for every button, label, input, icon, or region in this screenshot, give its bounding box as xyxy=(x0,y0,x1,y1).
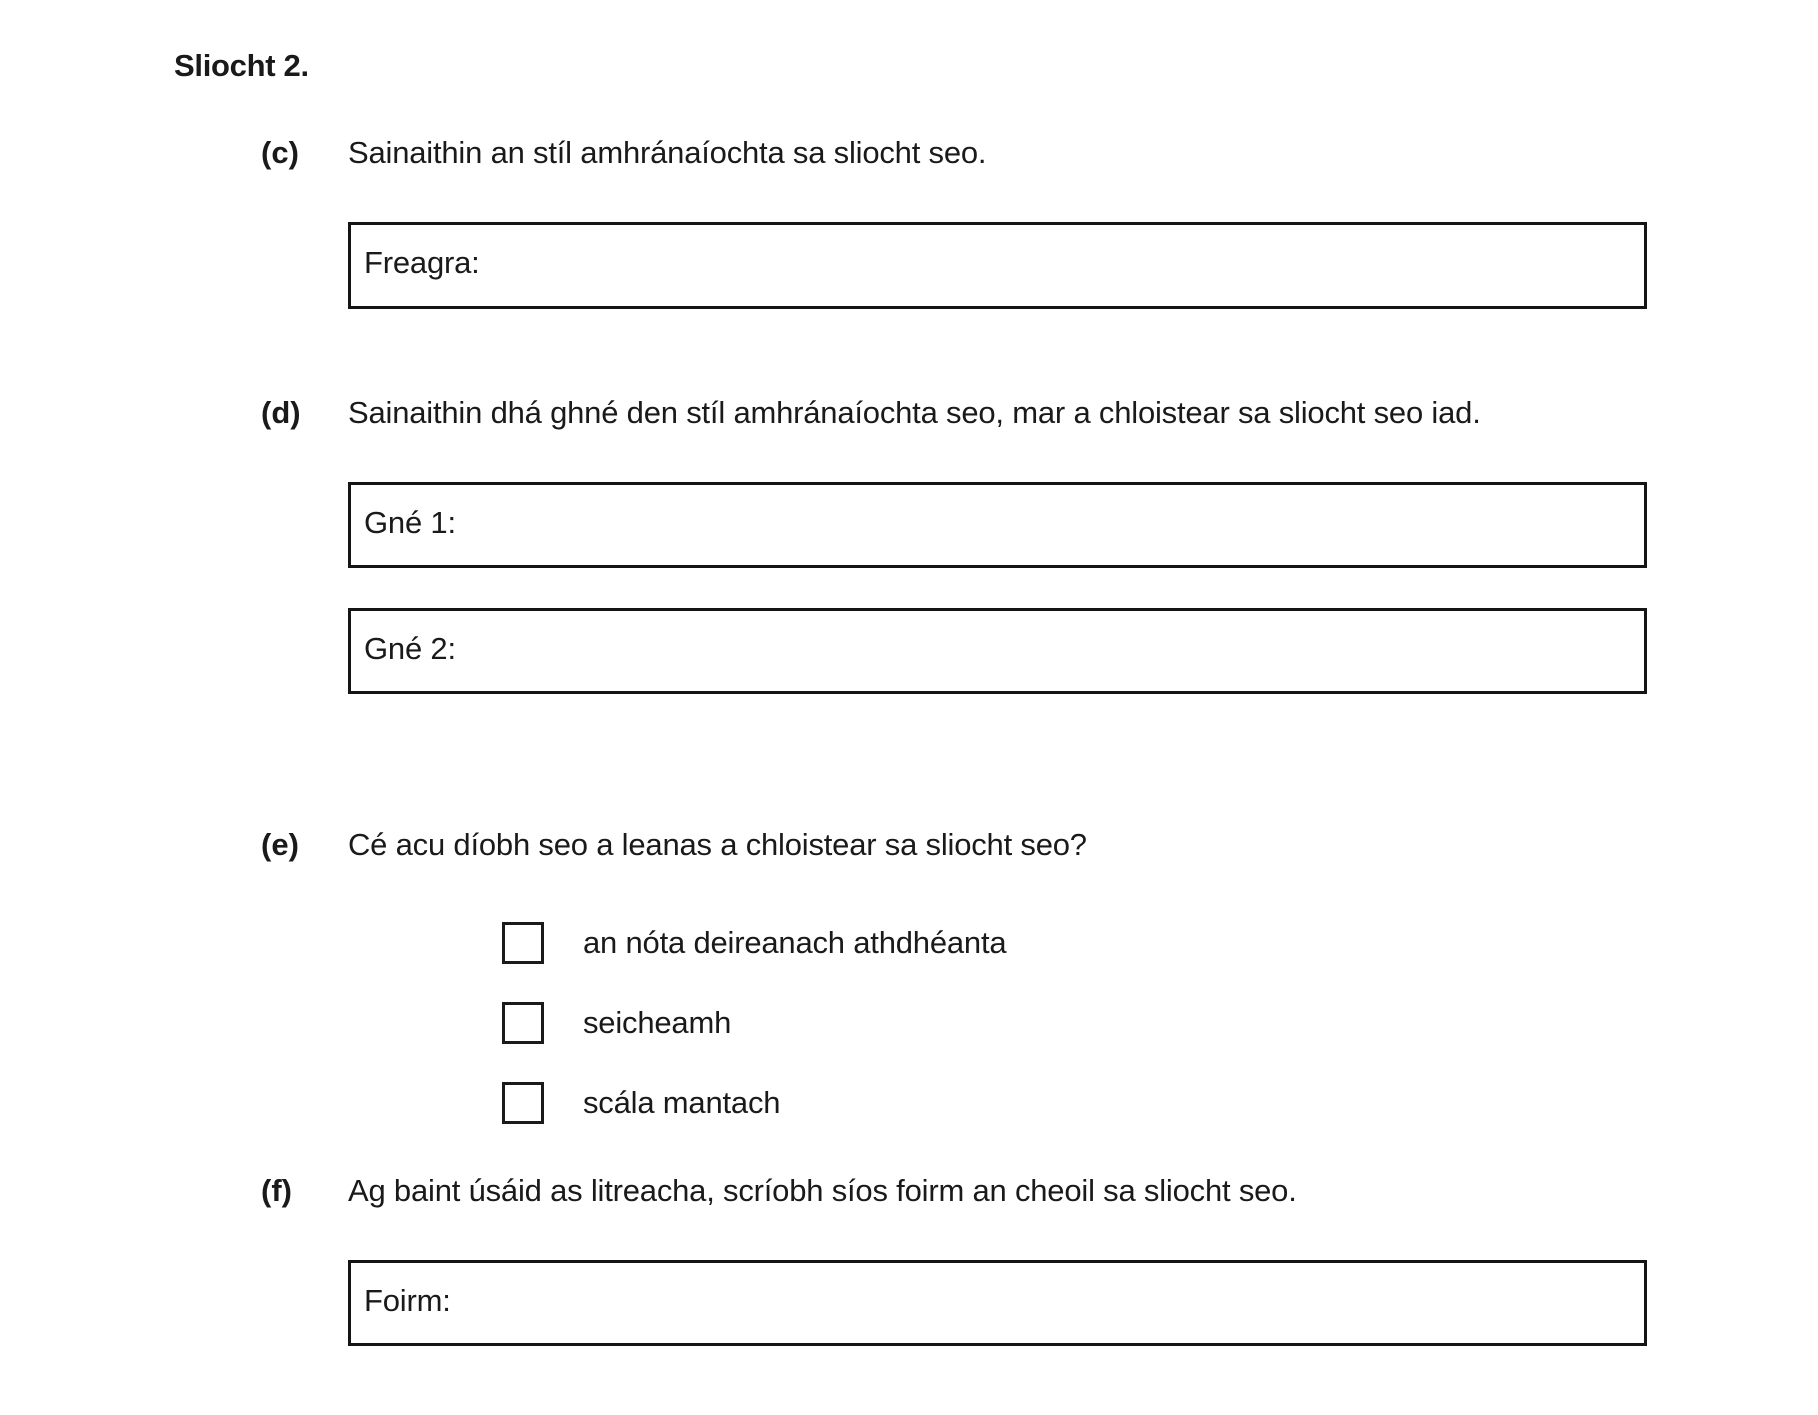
option-scala-mantach[interactable] xyxy=(502,1082,780,1124)
question-text: Ag baint úsáid as litreacha, scríobh síos foirm an cheoil sa sliocht seo. xyxy=(348,1173,1297,1208)
option-label: an nóta deireanach athdhéanta xyxy=(583,925,1007,960)
question-text: Sainaithin an stíl amhránaíochta sa sliocht seo. xyxy=(348,135,987,170)
question-text: Sainaithin dhá ghné den stíl amhránaíochta seo, mar a chloistear sa sliocht seo iad. xyxy=(348,395,1481,430)
section-title: Sliocht 2. xyxy=(174,48,309,83)
answer-box-gne-1[interactable] xyxy=(348,482,1647,568)
question-label: (f) xyxy=(261,1173,292,1208)
question-label: (e) xyxy=(261,827,299,862)
gne-2-input[interactable] xyxy=(501,621,1634,681)
gne-1-input[interactable] xyxy=(501,495,1634,555)
question-label: (d) xyxy=(261,395,301,430)
answer-box-label: Foirm: xyxy=(364,1283,451,1318)
answer-box-label: Gné 2: xyxy=(364,631,456,666)
freagra-input[interactable] xyxy=(501,235,1634,296)
option-seicheamh[interactable] xyxy=(502,1002,731,1044)
question-text: Cé acu díobh seo a leanas a chloistear sa sliocht seo? xyxy=(348,827,1087,862)
option-an-nota-deireanach[interactable] xyxy=(502,922,1006,964)
answer-box-gne-2[interactable] xyxy=(348,608,1647,694)
answer-box-freagra[interactable] xyxy=(348,222,1647,309)
answer-box-label: Gné 1: xyxy=(364,505,456,540)
question-label: (c) xyxy=(261,135,299,170)
checkbox[interactable] xyxy=(502,1082,544,1124)
option-label: seicheamh xyxy=(583,1005,732,1040)
option-label: scála mantach xyxy=(583,1085,781,1120)
checkbox[interactable] xyxy=(502,922,544,964)
answer-box-foirm[interactable] xyxy=(348,1260,1647,1346)
answer-box-label: Freagra: xyxy=(364,245,480,280)
foirm-input[interactable] xyxy=(501,1273,1634,1333)
checkbox[interactable] xyxy=(502,1002,544,1044)
